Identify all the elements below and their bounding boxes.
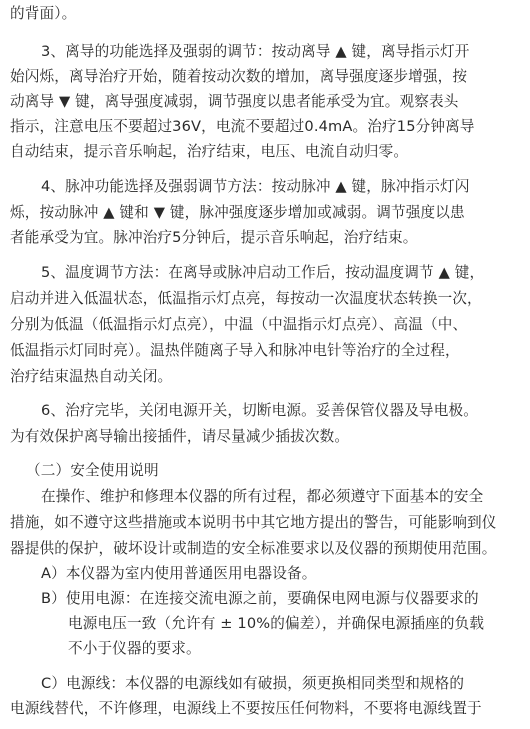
text-line: 者能承受为宜。脉冲治疗5分钟后，提示音乐响起，治疗结束。 xyxy=(10,229,418,246)
text-line: 5、温度调节方法：在离导或脉冲启动工作后，按动温度调节 ▲ 键， xyxy=(41,264,485,281)
text-line: 治疗结束温热自动关闭。 xyxy=(10,368,173,385)
list-item: C）电源线：本仪器的电源线如有破损，须更换相同类型和规格的 xyxy=(41,675,465,692)
text-line: 低温指示灯同时亮）。温热伴随离子导入和脉冲电针等治疗的全过程， xyxy=(10,342,460,359)
text-line: 动离导 ▼ 键，离导强度减弱，调节强度以患者能承受为宜。观察表头 xyxy=(10,93,459,110)
text-line: 6、治疗完毕，关闭电源开关，切断电源。妥善保管仪器及导电极。 xyxy=(41,402,479,419)
text-line: 的背面）。 xyxy=(10,5,77,22)
text-line: 自动结束，提示音乐响起，治疗结束，电压、电流自动归零。 xyxy=(10,143,409,160)
list-item-continuation: 电源电压一致（允许有 ± 10%的偏差），并确保电源插座的负载 xyxy=(68,615,485,632)
text-line: 3、离导的功能选择及强弱的调节：按动离导 ▲ 键，离导指示灯开 xyxy=(41,43,470,60)
text-line: 4、脉冲功能选择及强弱调节方法：按动脉冲 ▲ 键，脉冲指示灯闪 xyxy=(41,178,470,195)
text-line: 烁，按动脉冲 ▲ 键和 ▼ 键，脉冲强度逐步增加或减弱。调节强度以患 xyxy=(10,204,465,221)
text-line: 指示，注意电压不要超过36V，电流不要超过0.4mA。治疗15分钟离导 xyxy=(10,118,475,135)
list-item: B）使用电源：在连接交流电源之前，要确保电网电源与仪器要求的 xyxy=(41,590,479,607)
text-line: 电源线替代，不许修理，电源线上不要按压任何物料，不要将电源线置于 xyxy=(10,700,482,717)
text-line: 措施，如不遵守这些措施或本说明书中其它地方提出的警告，可能影响到仪 xyxy=(10,514,497,531)
list-item: A）本仪器为室内使用普通医用电器设备。 xyxy=(41,565,317,582)
text-line: 始闪烁，离导治疗开始，随着按动次数的增加，离导强度逐步增强，按 xyxy=(10,68,468,85)
text-line: 为有效保护离导输出接插件，请尽量减少插拔次数。 xyxy=(10,428,350,445)
text-line: 器提供的保护，破坏设计或制造的安全标准要求以及仪器的预期使用范围。 xyxy=(10,540,497,557)
text-line: 在操作、维护和修理本仪器的所有过程，都必须遵守下面基本的安全 xyxy=(41,488,484,505)
section-heading: （二）安全使用说明 xyxy=(26,462,159,479)
list-item-continuation: 不小于仪器的要求。 xyxy=(68,640,201,657)
text-line: 分别为低温（低温指示灯点亮），中温（中温指示灯点亮）、高温（中、 xyxy=(10,316,468,333)
text-line: 启动并进入低温状态，低温指示灯点亮，每按动一次温度状态转换一次， xyxy=(10,290,482,307)
